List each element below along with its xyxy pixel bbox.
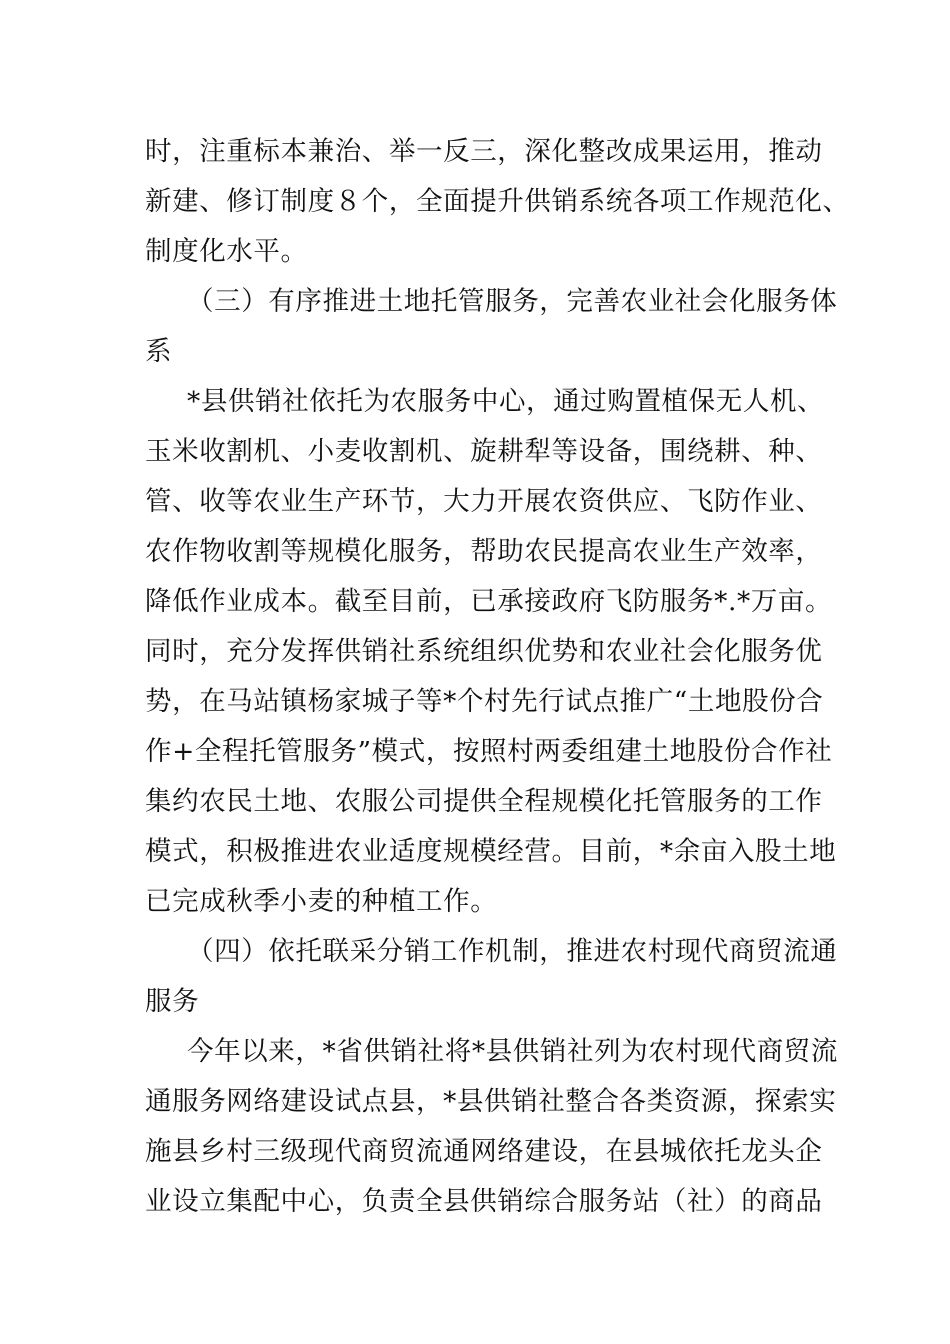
text-line: 农作物收割等规模化服务，帮助农民提高农业生产效率， bbox=[145, 536, 823, 567]
text-line: 作+全程托管服务”模式，按照村两委组建土地股份合作社 bbox=[145, 736, 833, 767]
text-line: 集约农民土地、农服公司提供全程规模化托管服务的工作 bbox=[145, 786, 823, 817]
section-heading-continued: 系 bbox=[145, 336, 173, 367]
text-line: 管、收等农业生产环节，大力开展农资供应、飞防作业、 bbox=[145, 486, 823, 517]
section-heading: （四）依托联采分销工作机制，推进农村现代商贸流通 bbox=[187, 936, 838, 967]
section-heading-continued: 服务 bbox=[145, 986, 200, 1017]
text-line: 业设立集配中心，负责全县供销综合服务站（社）的商品 bbox=[145, 1186, 823, 1217]
text-line: 势，在马站镇杨家城子等*个村先行试点推广“土地股份合 bbox=[145, 686, 824, 717]
text-line: 模式，积极推进农业适度规模经营。目前，*余亩入股土地 bbox=[145, 836, 837, 867]
text-line: 降低作业成本。截至目前，已承接政府飞防服务*.*万亩。 bbox=[145, 586, 833, 617]
text-line: 时，注重标本兼治、举一反三，深化整改成果运用，推动 bbox=[145, 136, 823, 167]
text-line: 施县乡村三级现代商贸流通网络建设，在县城依托龙头企 bbox=[145, 1136, 823, 1167]
text-line: 新建、修订制度８个，全面提升供销系统各项工作规范化、 bbox=[145, 186, 850, 217]
text-line: *县供销社依托为农服务中心，通过购置植保无人机、 bbox=[187, 386, 825, 417]
text-line: 玉米收割机、小麦收割机、旋耕犁等设备，围绕耕、种、 bbox=[145, 436, 823, 467]
section-heading: （三）有序推进土地托管服务，完善农业社会化服务体 bbox=[187, 286, 838, 317]
text-line: 今年以来，*省供销社将*县供销社列为农村现代商贸流 bbox=[187, 1036, 838, 1067]
text-line: 通服务网络建设试点县，*县供销社整合各类资源，探索实 bbox=[145, 1086, 837, 1117]
text-line: 制度化水平。 bbox=[145, 236, 308, 267]
text-line: 同时，充分发挥供销社系统组织优势和农业社会化服务优 bbox=[145, 636, 823, 667]
text-line: 已完成秋季小麦的种植工作。 bbox=[145, 886, 498, 917]
